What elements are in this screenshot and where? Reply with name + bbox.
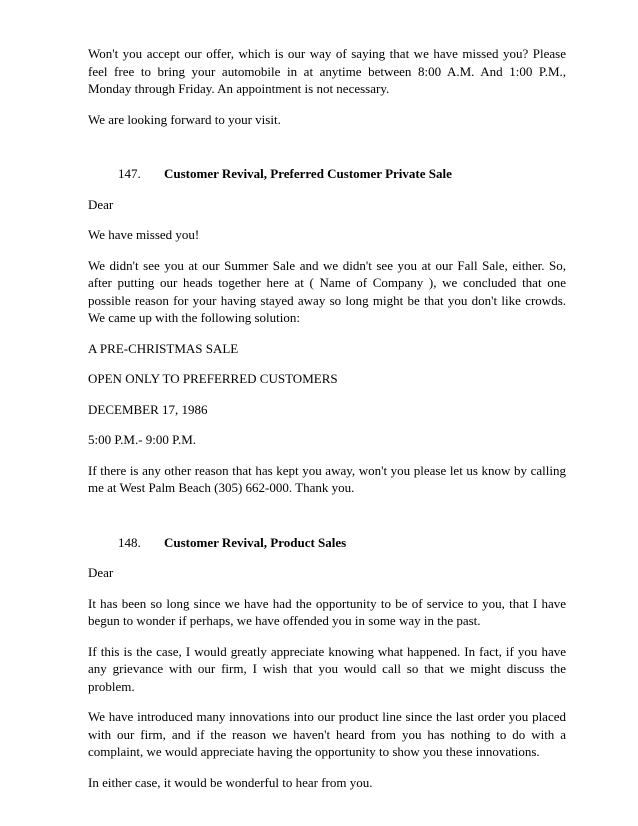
salutation: Dear (88, 565, 114, 580)
paragraph-contact: If there is any other reason that has kept you away, won't you please let us know by calling me at West Palm Beach (305) 662-000. Thank you. (88, 462, 566, 495)
section-heading-148 (88, 534, 566, 552)
paragraph-offer: Won't you accept our offer, which is our way of saying that we have missed you? Please feel free to bring your automobile in at anytime between 8:00 A.M. And 1:00 P.M., Monday through Friday. An appointment is not necessary. (88, 46, 566, 96)
paragraph-closing: In either case, it would be wonderful to hear from you. (88, 774, 373, 790)
sale-line-audience: OPEN ONLY TO PREFERRED CUSTOMERS (88, 371, 338, 386)
paragraph-service: It has been so long since we have had the opportunity to be of service to you, that I have begun to wonder if perhaps, we have offended you in some way in the past. (88, 595, 566, 628)
paragraph-sales: We didn't see you at our Summer Sale and we didn't see you at our Fall Sale, either. So, after putting our heads together here at ( Name of Company ), we concluded that one possible reason for your having stayed away so long might be that you don't like crowds. We came up with the following solution: (88, 257, 566, 325)
sale-line-date: DECEMBER 17, 1986 (88, 401, 208, 417)
section-number: 147. (118, 166, 141, 181)
section-number: 148. (118, 534, 141, 550)
section-title: Customer Revival, Product Sales (164, 534, 347, 550)
section-title: Customer Revival, Preferred Customer Private Sale (164, 166, 452, 181)
paragraph-grievance: If this is the case, I would greatly appreciate knowing what happened. In fact, if you have any grievance with our firm, I wish that you would call so that we might discuss the problem. (88, 643, 566, 694)
sale-line-title: A PRE-CHRISTMAS SALE (88, 340, 239, 356)
section-heading-147 (88, 165, 566, 183)
paragraph-visit: We are looking forward to your visit. (88, 111, 281, 127)
sale-line-time: 5:00 P.M.- 9:00 P.M. (88, 432, 196, 447)
paragraph-innovations: We have introduced many innovations into our product line since the last order you placed with our firm, and if the reason we haven't heard from you has nothing to do with a complaint, we would appreciate having the opportunity to show you these innovations. (88, 709, 566, 759)
salutation: Dear (88, 196, 114, 212)
paragraph-missed-you: We have missed you! (88, 227, 200, 242)
